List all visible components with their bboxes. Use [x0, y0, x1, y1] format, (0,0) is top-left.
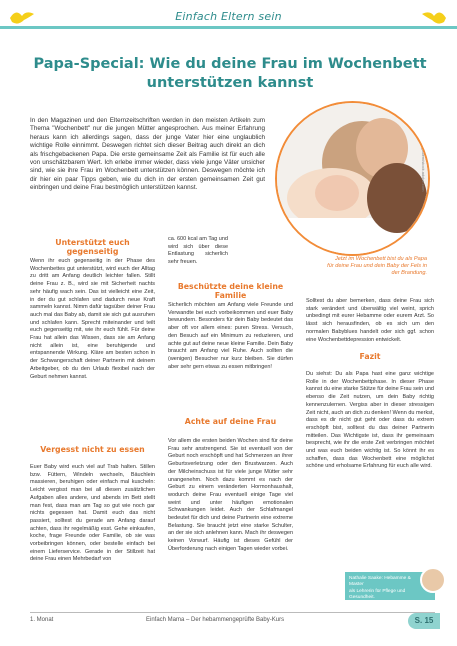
bird-icon [420, 6, 448, 28]
author-role: als Lehrerin für Pflege und Gesundheit. [349, 588, 406, 601]
headline-line: Papa-Special: Wie du deine Frau im Wochenbett [33, 56, 427, 72]
footer-divider [30, 612, 435, 613]
section-heading: Vergesst nicht zu essen [40, 445, 145, 454]
footer-month: 1. Monat [30, 617, 54, 623]
avatar [420, 567, 446, 593]
author-name: Nathalie Saake: Hebamme & Master [349, 576, 411, 588]
page-header [0, 0, 457, 33]
body-paragraph: Du siehst: Du als Papa hast eine ganz wichtige Rolle in der Wochenbettphase. In dieser Phase kannst du eine starke Stütze für deine Frau sein und ebenso die Zeit nutzen, um dein Baby richtig kennenzulernen. Vergiss aber in dieser stressigen Zeit nicht, auch an dich zu denken! Wenn du merkst, dass es dir nicht gut geht oder dass du extrem erschöpft bist, solltest du das deiner Partnerin mitteilen. Das Wichtigste ist, dass ihr gemeinsam besprecht, wie ihr die erste Zeit verbringen möchtet und was euch beiden wichtig ist. So könnt ihr es schaffen, dass das Wochenbett eine möglichst schöne und erholsame Erfahrung für euch alle wird. [306, 371, 434, 470]
section-title: Einfach Eltern sein [175, 10, 282, 23]
article-headline [30, 55, 430, 93]
photo-caption: Jetzt im Wochenbett bist du als Papa für deine Frau und dein Baby der Fels in der Brandung. [327, 256, 427, 276]
body-paragraph: Solltest du aber bemerken, dass deine Frau sich stark verändert und überwältig viel weint, sprich unbedingt mit eurer Hebamme oder eurem Arzt. So lässt sich herausfinden, ob es sich um den normalen Babyblues handelt oder sich ggf. schon eine Wochenbettdepression entwickelt. [306, 298, 434, 343]
section-heading: Fazit [359, 352, 381, 361]
header-divider [0, 26, 457, 29]
body-paragraph: Sicherlich möchten am Anfang viele Freunde und Verwandte bei euch vorbeikommen und euer Baby bewundern. Besonders für dein Baby bedeutet das aber oft vor allem eines: puren Stress. Versuch, den Besuch auf ein Minimum zu reduzieren, und achte gut auf deine neue kleine Familie. Dein Baby braucht am Anfang viel Ruhe. Auch sollten die (wenigen) Besucher nur kurz bleiben. Sie dürfen aber sehr gern etwas zu essen mitbringen! [168, 302, 293, 370]
section-heading: Unterstützt euch gegenseitig [55, 238, 130, 256]
photo-credit: © Antonioguillem/stock.adobe.com [421, 128, 426, 192]
body-paragraph: Vor allem die ersten beiden Wochen sind für deine Frau sehr anstrengend. Sie ist eventuell von der Geburt noch erschöpft und hat Schmerzen an ihrer Geburtsverletzung oder den Brustwarzen. Auch der Milcheinschuss ist für viele junge Mütter sehr unangenehm. Noch dazu kommt es nach der Geburt zu einem veränderten Hormonhaushalt, wodurch deine Frau eventuell einige Tage viel weint und unter häufigen emotionalen Schwankungen leidet. Auch der Schlafmangel bedeutet für dich und deine Partnerin eine extreme Belastung. Sie braucht jetzt eine starke Schulter, an der sie sich anlehnen kann. Mach ihr deswegen keinen Vorwurf. Häufig ist dieses Gefühl der Überforderung nach einigen Tagen wieder vorbei. [168, 438, 293, 552]
family-photo [275, 101, 430, 256]
body-paragraph: ca. 600 kcal am Tag und wird sich über diese Entlastung sicherlich sehr freuen. [168, 236, 228, 266]
footer-book-title: Einfach Mama – Der hebammengeprüfte Baby-Kurs [146, 617, 285, 623]
section-heading: Beschützte deine kleine Familie [177, 282, 284, 300]
section-heading: Achte auf deine Frau [184, 417, 277, 426]
headline-line: unterstützen kannst [146, 75, 314, 91]
page-number: S. 15 [408, 613, 440, 629]
body-paragraph: Wenn ihr euch gegenseitig in der Phase des Wochenbettes gut unterstützt, wird euch der Alltag zu dritt am Anfang deutlich leichter fallen. Stillt deine Frau z. B., wird sie mit Sicherheit nachts sehr häufig wach sein. Das ist vielleicht eine Zeit, in der du gut schlafen und dadurch neue Kraft sammeln kannst. Nimm dafür tagsüber deiner Frau auch mal das Baby ab, damit sie sich gut ausruhen und schlafen kann. Sprecht miteinander und teilt euch gegenseitig mit, wie ihr euch fühlt. Für deine Frau hat allein das Wissen, dass sie am Anfang nicht allein ist, eine beruhigende und entspannende Wirkung. Kläre am besten schon in der Schwangerschaft deiner Partnerin mit deinem Arbeitgeber, ob du den Urlaub flexibel nach der Geburt nehmen kannst. [30, 258, 155, 380]
body-paragraph: Euer Baby wird euch viel auf Trab halten. Stillen bzw. Füttern, Windeln wechseln, Bäuchlein massieren, beruhigen oder einfach mal kuscheln: Leicht vergisst man bei all diesen zusätzlichen Aufgaben alles andere, und abends im Bett stellt man fest, dass man am Tag so gut wie noch gar nichts gegessen hat. Damit euch das nicht passiert, solltest du gerade am Anfang darauf achten, dass ihr regelmäßig esst. Gehe einkaufen, koche, frage Freunde oder Familie, ob sie was vorbeibringen können, oder bestelle einfach bei einem Lieferservice. Gerade in der Stillzeit hat deine Frau einen Mehrbedarf von [30, 464, 155, 563]
intro-paragraph: In den Magazinen und den Elternzeitschriften werden in den meisten Artikeln zum Thema "Wochenbett" nur die jungen Mütter angesprochen. Aus meiner Erfahrung heraus kann ich allerdings sagen, dass der junge Vater hier eine unglaublich wichtige Rolle einnimmt. Deswegen richtet sich dieser Beitrag auch direkt an dich als frischgebackenen Papa. Die erste gemeinsame Zeit als Familie ist für euch alle von unschätzbarem Wert. Ich erlebe immer wieder, dass viele junge Väter unsicher sind, wie sie ihre Frau im Wochenbett unterstützen können. Deswegen möchte ich dir hier ein paar Tipps geben, wie du dich in der ersten gemeinsamen Zeit gut einbringen und deine Frau bestmöglich unterstützen kannst. [30, 117, 265, 192]
